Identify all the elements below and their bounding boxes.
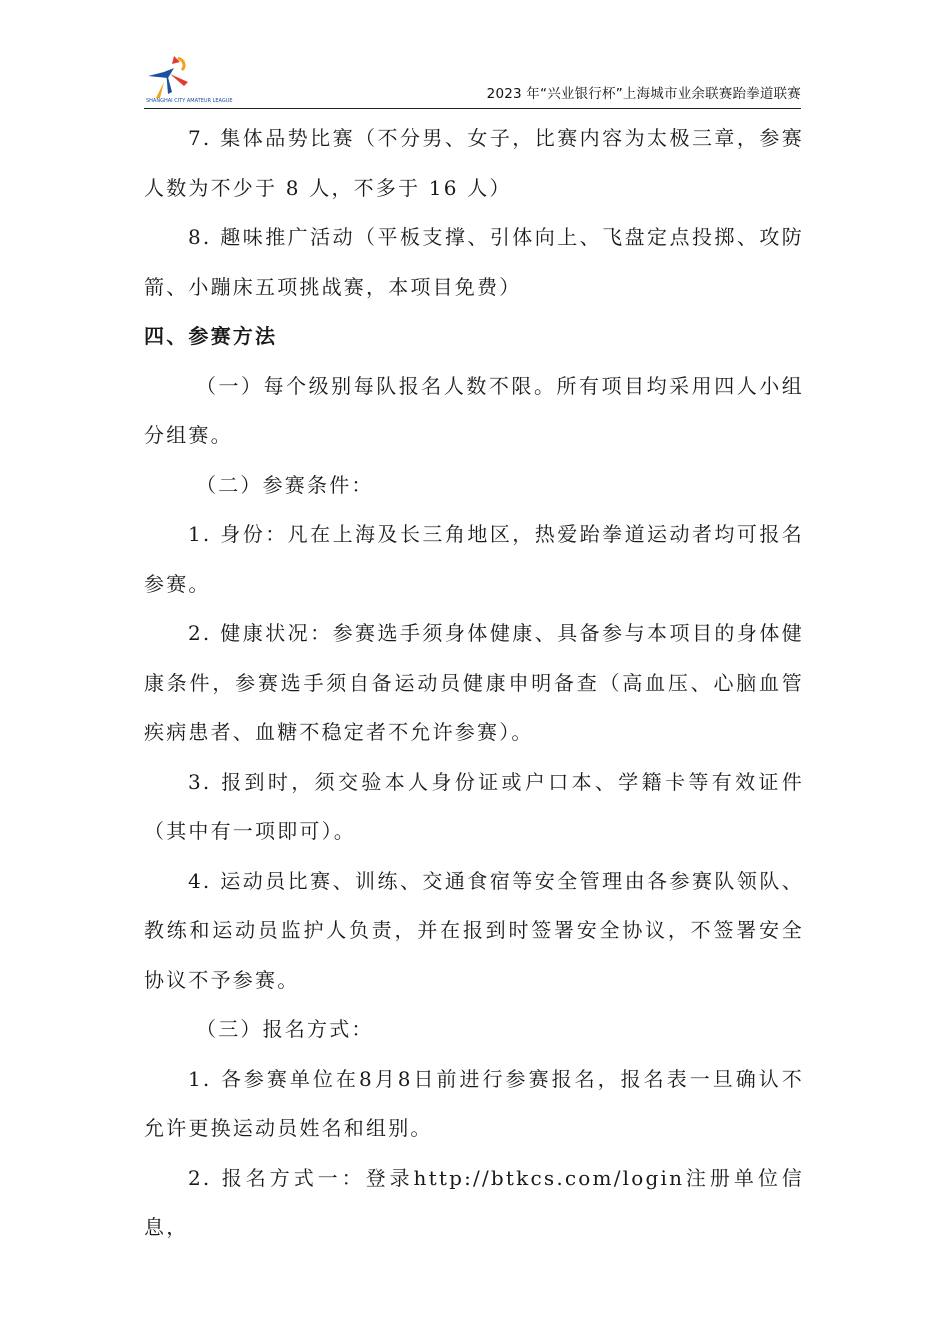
body-paragraph: （二）参赛条件： [196,472,374,497]
logo-caption: SHANGHAI CITY AMATEUR LEAGUE [146,98,233,104]
body-paragraph: （三）报名方式： [196,1017,374,1041]
body-paragraph: 2. 健康状况：参赛选手须身体健康、具备参与本项目的身体健康条件，参赛选手须自备运动员健康申明备查（高血压、心脑血管疾病患者、血糖不稳定者不允许参赛）。 [144,621,804,744]
header-title: 2023 年“兴业银行杯”上海城市业余联赛跆拳道联赛 [486,86,801,102]
section-heading: 四、参赛方法 [144,324,278,348]
body-paragraph: 8. 趣味推广活动（平板支撑、引体向上、飞盘定点投掷、攻防箭、小蹦床五项挑战赛，本项目免费） [144,225,804,299]
body-paragraph: 1. 各参赛单位在8月8日前进行参赛报名，报名表一旦确认不允许更换运动员姓名和组别。 [144,1066,804,1140]
document-body [144,114,804,1253]
body-paragraph: （一）每个级别每队报名人数不限。所有项目均采用四人小组分组赛。 [144,373,804,447]
page-header [144,52,801,109]
body-paragraph: 4. 运动员比赛、训练、交通食宿等安全管理由各参赛队领队、教练和运动员监护人负责，并在报到时签署安全协议，不签署安全协议不予参赛。 [144,868,804,992]
body-paragraph: 3. 报到时，须交验本人身份证或户口本、学籍卡等有效证件（其中有一项即可）。 [144,769,804,843]
body-paragraph: 1. 身份：凡在上海及长三角地区，热爱跆拳道运动者均可报名参赛。 [144,522,804,596]
body-paragraph: 2. 报名方式一：登录http://btkcs.com/login注册单位信息， [144,1165,804,1239]
league-logo-icon [144,52,233,104]
body-paragraph: 7. 集体品势比赛（不分男、女子，比赛内容为太极三章，参赛人数为不少于 8 人，不多于 16 人） [144,126,804,200]
